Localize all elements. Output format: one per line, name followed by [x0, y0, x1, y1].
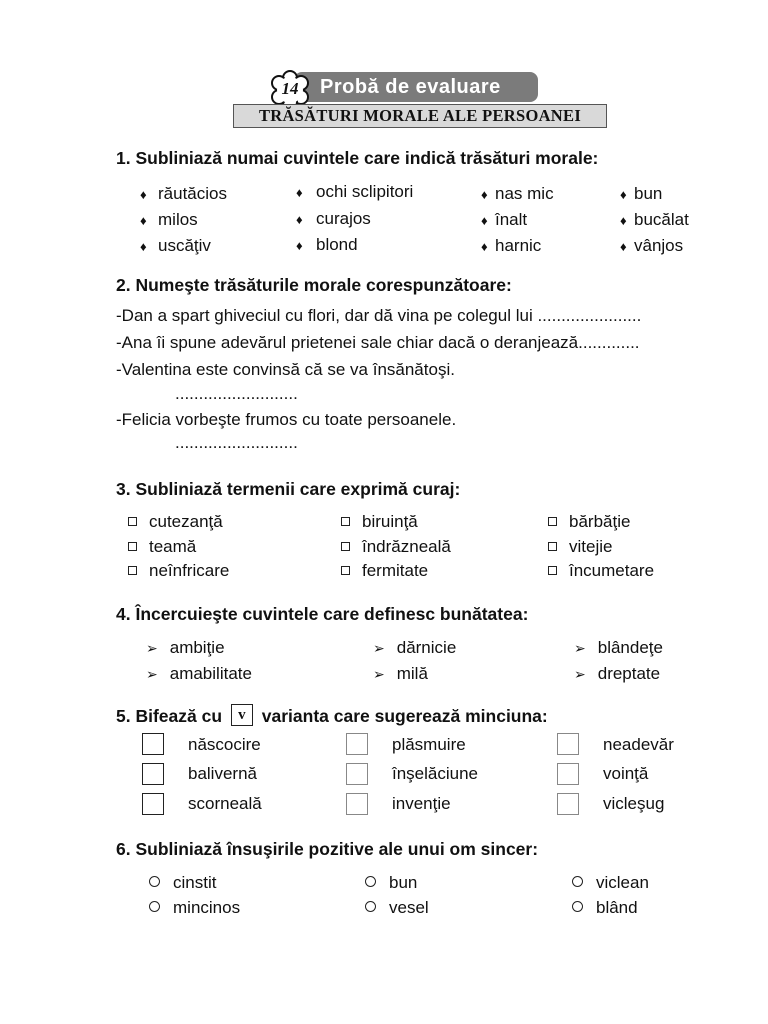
diamond-bullet-icon: ♦: [140, 239, 147, 254]
option-label: voinţă: [603, 764, 649, 783]
checkbox[interactable]: [346, 793, 368, 815]
checkbox[interactable]: [557, 763, 579, 785]
diamond-bullet-icon: ♦: [481, 239, 488, 254]
list-item[interactable]: ♦ bun: [620, 181, 689, 207]
ex4-col1: [146, 635, 252, 687]
list-item[interactable]: ♦ înalt: [481, 207, 554, 233]
list-item[interactable]: îndrăzneală: [341, 535, 451, 560]
list-item[interactable]: cutezanţă: [128, 510, 229, 535]
arrow-bullet-icon: ➢: [373, 640, 385, 656]
diamond-bullet-icon: ♦: [620, 187, 627, 202]
list-item[interactable]: neînfricare: [128, 559, 229, 584]
option-label: născocire: [188, 735, 261, 754]
circle-bullet-icon: [149, 876, 160, 887]
arrow-bullet-icon: ➢: [146, 666, 158, 682]
ex1-col2: [296, 179, 413, 259]
ex6-col1: [149, 870, 240, 920]
list-item[interactable]: fermitate: [341, 559, 451, 584]
option-label: neadevăr: [603, 735, 674, 754]
ex2-line: -Ana îi spune adevărul prietenei sale chiar dacă o deranjează.............: [116, 333, 640, 352]
arrow-bullet-icon: ➢: [574, 640, 586, 656]
list-item[interactable]: ♦ blond: [296, 232, 413, 259]
checkbox[interactable]: [557, 733, 579, 755]
diamond-bullet-icon: ♦: [296, 211, 303, 227]
diamond-bullet-icon: ♦: [296, 238, 303, 253]
check-mark-icon: v: [231, 704, 253, 726]
arrow-bullet-icon: ➢: [574, 666, 586, 682]
ex2-line: -Dan a spart ghiveciul cu flori, dar dă vina pe colegul lui ......................: [116, 306, 642, 325]
list-item[interactable]: ➢ amabilitate: [146, 661, 252, 687]
square-bullet-icon: [128, 542, 137, 551]
option-label: vicleşug: [603, 794, 665, 813]
circle-bullet-icon: [572, 876, 583, 887]
ex4-col3: [574, 635, 663, 687]
checkbox[interactable]: [142, 763, 164, 785]
list-item[interactable]: viclean: [572, 870, 649, 895]
list-item[interactable]: ♦ harnic: [481, 233, 554, 259]
checkbox[interactable]: [346, 733, 368, 755]
list-item[interactable]: cinstit: [149, 870, 240, 895]
ex2-answer-blank[interactable]: ..........................: [175, 384, 298, 403]
square-bullet-icon: [548, 542, 557, 551]
checkbox[interactable]: [142, 733, 164, 755]
arrow-bullet-icon: ➢: [146, 640, 158, 656]
circle-bullet-icon: [365, 901, 376, 912]
list-item[interactable]: ♦ curajos: [296, 206, 413, 233]
list-item[interactable]: încumetare: [548, 559, 654, 584]
square-bullet-icon: [548, 517, 557, 526]
list-item[interactable]: blând: [572, 895, 649, 920]
ex3-instruction: 3. Subliniază termenii care exprimă curaj:: [116, 479, 461, 499]
ex3-col3: [548, 510, 654, 584]
option-label: scorneală: [188, 794, 262, 813]
ex1-col3: [481, 181, 554, 259]
ex1-instruction: 1. Subliniază numai cuvintele care indică trăsături morale:: [116, 148, 599, 168]
list-item[interactable]: ♦ nas mic: [481, 181, 554, 207]
circle-bullet-icon: [572, 901, 583, 912]
ex1-col4: [620, 181, 689, 259]
list-item[interactable]: ♦ milos: [140, 207, 227, 233]
page-subtitle: TRĂSĂTURI MORALE ALE PERSOANEI: [233, 104, 607, 128]
test-number: 14: [281, 79, 299, 98]
list-item[interactable]: ♦ ochi sclipitori: [296, 179, 413, 206]
square-bullet-icon: [128, 517, 137, 526]
ex2-line: -Felicia vorbeşte frumos cu toate persoanele.: [116, 410, 457, 429]
diamond-bullet-icon: ♦: [481, 213, 488, 228]
list-item[interactable]: ➢ ambiţie: [146, 635, 252, 661]
ex2-line: -Valentina este convinsă că se va însănătoşi.: [116, 360, 455, 379]
diamond-bullet-icon: ♦: [140, 213, 147, 228]
checkbox[interactable]: [557, 793, 579, 815]
square-bullet-icon: [341, 542, 350, 551]
ex2-answer-blank[interactable]: ..........................: [175, 433, 298, 452]
option-label: invenţie: [392, 794, 451, 813]
checkbox[interactable]: [346, 763, 368, 785]
list-item[interactable]: biruinţă: [341, 510, 451, 535]
ex5-instruction: 5. Bifează cu v varianta care sugerează minciuna:: [116, 706, 548, 726]
list-item[interactable]: ➢ dărnicie: [373, 635, 456, 661]
list-item[interactable]: ♦ răutăcios: [140, 181, 227, 207]
option-label: plăsmuire: [392, 735, 466, 754]
option-label: balivernă: [188, 764, 257, 783]
ex3-col1: [128, 510, 229, 584]
ex3-col2: [341, 510, 451, 584]
ex6-col2: [365, 870, 429, 920]
circle-bullet-icon: [365, 876, 376, 887]
list-item[interactable]: teamă: [128, 535, 229, 560]
ex4-instruction: 4. Încercuieşte cuvintele care definesc bunătatea:: [116, 604, 529, 624]
square-bullet-icon: [341, 517, 350, 526]
ex6-instruction: 6. Subliniază însuşirile pozitive ale unui om sincer:: [116, 839, 539, 859]
square-bullet-icon: [548, 566, 557, 575]
list-item[interactable]: ♦ vânjos: [620, 233, 689, 259]
square-bullet-icon: [341, 566, 350, 575]
diamond-bullet-icon: ♦: [140, 187, 147, 202]
ex6-col3: [572, 870, 649, 920]
ex1-col1: [140, 181, 227, 259]
circle-bullet-icon: [149, 901, 160, 912]
diamond-bullet-icon: ♦: [620, 213, 627, 228]
square-bullet-icon: [128, 566, 137, 575]
list-item[interactable]: ➢ milă: [373, 661, 456, 687]
diamond-bullet-icon: ♦: [296, 185, 303, 200]
list-item[interactable]: vesel: [365, 895, 429, 920]
checkbox[interactable]: [142, 793, 164, 815]
arrow-bullet-icon: ➢: [373, 666, 385, 682]
list-item[interactable]: ➢ blândeţe: [574, 635, 663, 661]
list-item[interactable]: ♦ uscăţiv: [140, 233, 227, 259]
list-item[interactable]: bun: [365, 870, 429, 895]
list-item[interactable]: bărbăţie: [548, 510, 654, 535]
option-label: înşelăciune: [392, 764, 479, 783]
diamond-bullet-icon: ♦: [620, 239, 627, 254]
ex2-instruction: 2. Numeşte trăsăturile morale corespunzătoare:: [116, 275, 512, 295]
diamond-bullet-icon: ♦: [481, 187, 488, 202]
title-badge: [268, 70, 540, 106]
ex4-col2: [373, 635, 456, 687]
list-item[interactable]: ➢ dreptate: [574, 661, 663, 687]
page-title: Probă de evaluare: [320, 76, 501, 98]
list-item[interactable]: ♦ bucălat: [620, 207, 689, 233]
list-item[interactable]: mincinos: [149, 895, 240, 920]
list-item[interactable]: vitejie: [548, 535, 654, 560]
